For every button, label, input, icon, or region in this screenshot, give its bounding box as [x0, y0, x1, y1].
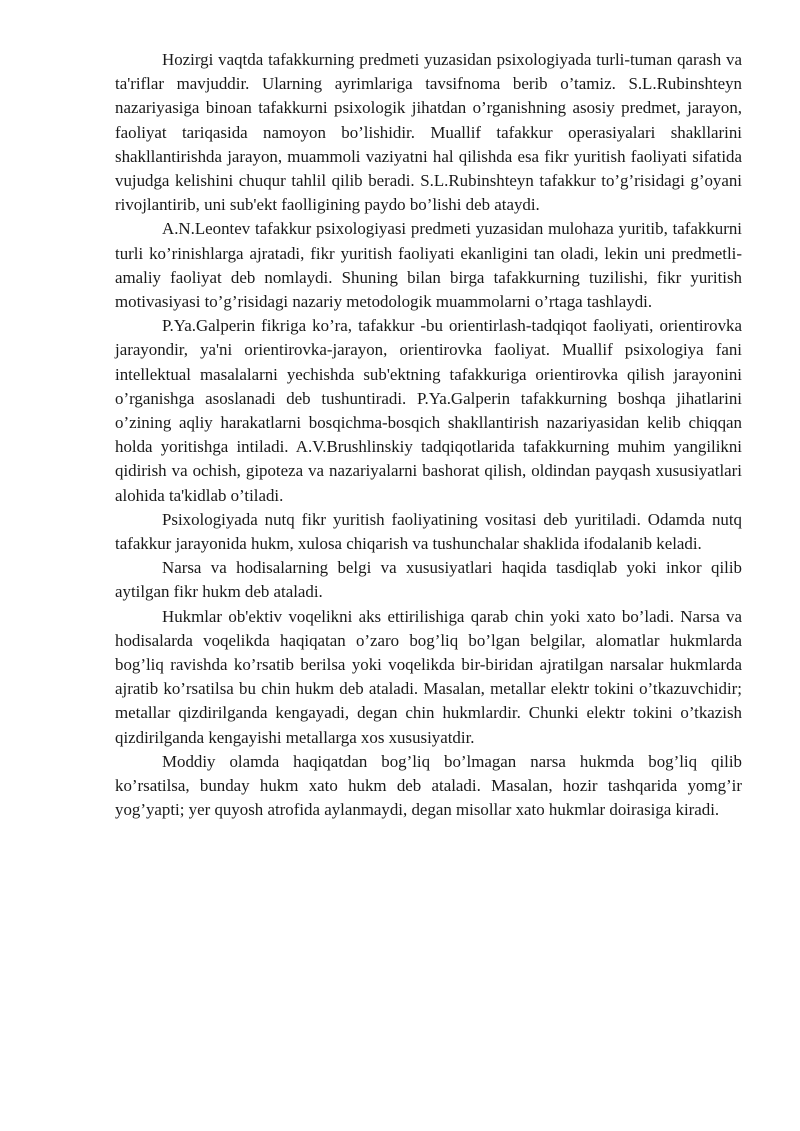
paragraph-true-judgment: Hukmlar ob'ektiv voqelikni aks ettirilishiga qarab chin yoki xato bo’ladi. Narsa va hodisalarda voqelikda haqiqatan o’zaro bog’liq bo’lgan belgilar, alomatlar hukmlarda bog’liq ravishda ko’rsatib berilsa yoki voqelikda bir-biridan ajratilgan narsalar hukmlarda ajratib ko’rsatilsa bu chin hukm deb ataladi. Masalan, metallar elektr tokini o’tkazuvchidir; metallar qizdirilganda kengayadi, degan chin hukmlardir. Chunki elektr tokini o’tkazish qizdirilganda kengayishi metallarga xos xususiyatdir.: [115, 606, 742, 747]
paragraph-rubinshteyn: Hozirgi vaqtda tafakkurning predmeti yuzasidan psixologiyada turli-tuman qarash va ta'riflar mavjuddir. Ularning ayrimlariga tavsifnoma berib o’tamiz. S.L.Rubinshteyn nazariyasiga binoan tafakkurni psixologik jihatdan o’rganishning asosiy predmet, jarayon, faoliyat tariqasida namoyon bo’lishidir. Muallif tafakkur operasiyalari shakllarini shakllantirishda jarayon, muammoli vaziyatni hal qilishda esa fikr yuritish faoliyati sifatida vujudga kelishini chuqur tahlil qilib beradi. S.L.Rubinshteyn tafakkur to’g’risidagi g’oyani rivojlantirib, uni sub'ekt faolligining paydo bo’lishi deb ataydi.: [115, 50, 742, 215]
paragraph-leontev: A.N.Leontev tafakkur psixologiyasi predmeti yuzasidan mulohaza yuritib, tafakkurni turli ko’rinishlarga ajratadi, fikr yuritish faoliyati ekanligini tan oladi, lekin uni predmetli-amaliy faoliyat deb nomlaydi. Shuning bilan birga tafakkurning tuzilishi, fikr yuritish motivasiyasi to’g’risidagi nazariy metodologik muammolarni o’rtaga tashlaydi.: [115, 219, 742, 312]
paragraph-galperin: P.Ya.Galperin fikriga ko’ra, tafakkur -bu orientirlash-tadqiqot faoliyati, orientirovka jarayondir, ya'ni orientirovka-jarayon, orientirovka faoliyat. Muallif psixologiya fani intellektual masalalarni yechishda sub'ektning tafakkuriga orientirovka qilish jarayonini o’rganishga asoslanadi deb tushuntiradi. P.Ya.Galperin tafakkurning boshqa jihatlarini o’zining aqliy harakatlarni bosqichma-bosqich shakllantirish nazariyasidan kelib chiqqan holda yoritishga intiladi. A.V.Brushlinskiy tadqiqotlarida tafakkurning muhim yangilikni qidirish va ochish, gipoteza va nazariyalarni bashorat qilish, oldindan payqash xususiyatlari alohida ta'kidlab o’tiladi.: [115, 316, 742, 505]
document-page: [115, 48, 742, 823]
paragraph-judgment-definition: Narsa va hodisalarning belgi va xususiyatlari haqida tasdiqlab yoki inkor qilib aytilgan fikr hukm deb ataladi.: [115, 558, 742, 602]
paragraph-speech: Psixologiyada nutq fikr yuritish faoliyatining vositasi deb yuritiladi. Odamda nutq tafakkur jarayonida hukm, xulosa chiqarish va tushunchalar shaklida ifodalanib keladi.: [115, 509, 742, 554]
paragraph-false-judgment: Moddiy olamda haqiqatdan bog’liq bo’lmagan narsa hukmda bog’liq qilib ko’rsatilsa, bunday hukm xato hukm deb ataladi. Masalan, hozir tashqarida yomg’ir yog’yapti; yer quyosh atrofida aylanmaydi, degan misollar xato hukmlar doirasiga kiradi.: [115, 751, 742, 820]
